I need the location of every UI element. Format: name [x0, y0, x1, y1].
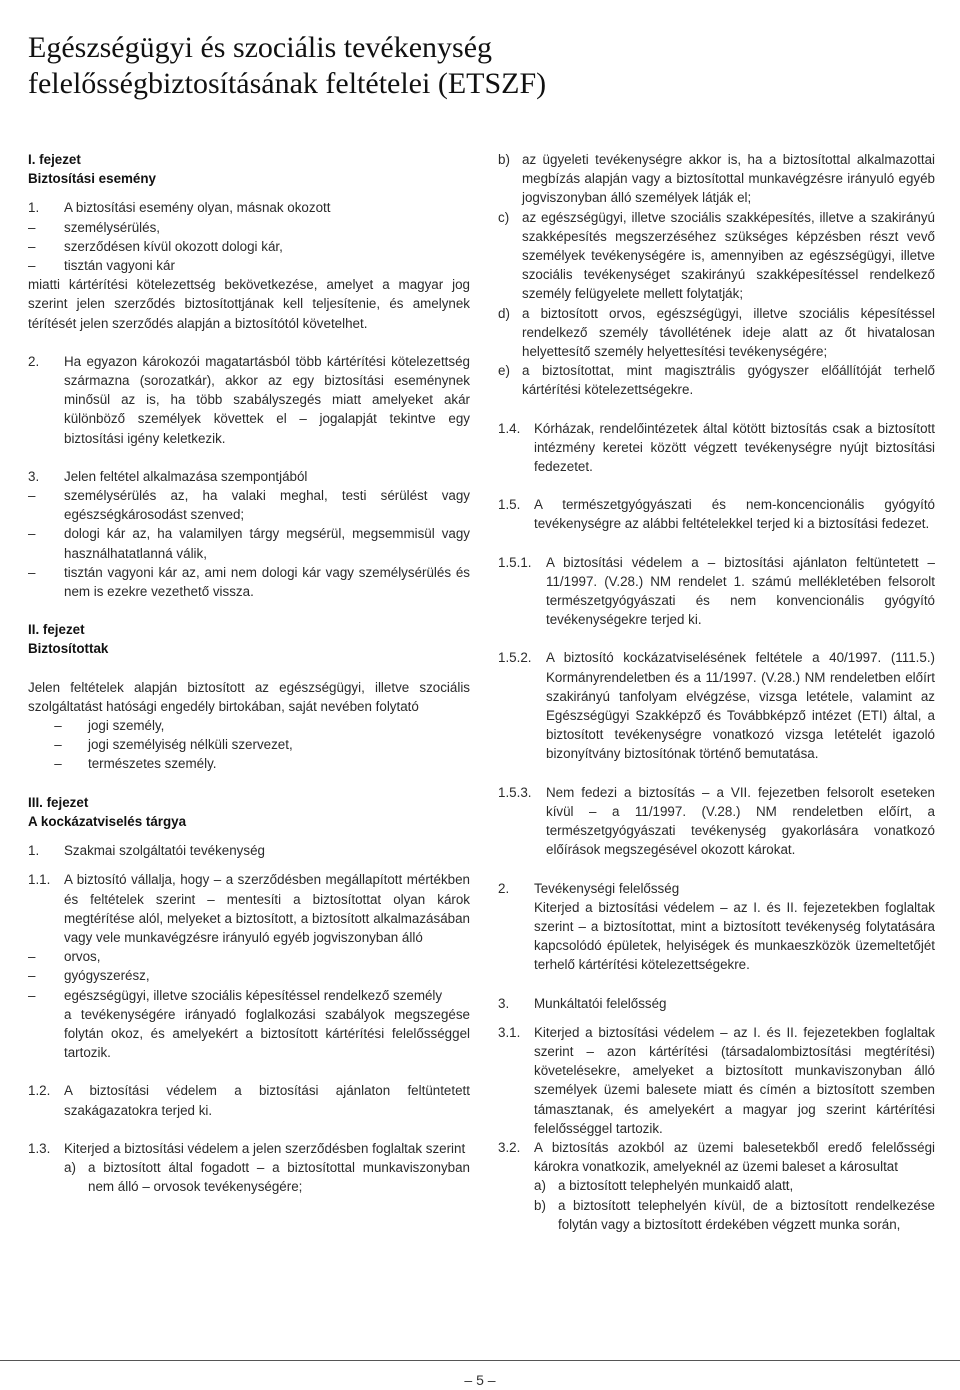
paragraph: miatti kártérítési kötelezettség bekövetkezése, amelyet a magyar jog szerint jelen szerződés biztosítottjának kell teljesítenie, és amelynek térítését jelen szerződés alapján a biztosítótól követelhet.	[28, 277, 470, 331]
subsection-title: 1. Szakmai szolgáltatói tevékenység	[28, 843, 265, 859]
subsection-title: 2. Tevékenységi felelősség	[498, 880, 680, 896]
title-line-2: felelősségbiztosításának feltételei (ETSZF)	[28, 67, 547, 100]
chapter-3-label: III. fejezet	[28, 794, 89, 810]
section-1-2	[28, 1081, 470, 1119]
section-1-5-3: 1.5.3. Nem fedezi a biztosítás – a VII. fejezetben felsorolt eseteken kívül – a 11/1997. (V.28.) NM rendeletben előírt, a természetgyógyászati tevékenység gyakorlására vonatkozó előírások megszegésével okozott károkat.	[498, 784, 935, 858]
paragraph: Kiterjed a biztosítási védelem – az I. és II. fejezetekben foglaltak szerint – a biztosítottat, mint a biztosított tevékenység folytatására kapcsolódó épületek, helyiségek és munkaeszközök üzemeltetőjét terhelő kártérítési kötelezettségekre.	[534, 899, 935, 973]
list-item-d: d) a biztosított orvos, egészségügyi, illetve szociális képesítéssel rendelkező személy távollétének ideje alatt az őt hivatalosan helyettesítő személy helyettesítési tevékenységére;	[498, 305, 935, 360]
chapter-1-label: I. fejezet	[28, 152, 81, 167]
list-item: – tisztán vagyoni kár	[28, 256, 470, 275]
section-number: 1.2.	[28, 1083, 51, 1099]
section-text: A biztosítási védelem a biztosítási ajánlaton feltüntetett szakágazatokra terjed ki.	[64, 1083, 470, 1118]
section-1	[28, 198, 470, 217]
section-text: A biztosítási esemény olyan, másnak okozott	[64, 200, 331, 216]
list-item: – személysérülés az, ha valaki meghal, testi sérülést vagy egészségkárosodást szenved;	[28, 486, 470, 524]
right-column	[498, 150, 935, 1234]
list-item: – egészségügyi, illetve szociális képesítéssel rendelkező személy	[28, 986, 470, 1005]
section-number: 2.	[28, 353, 40, 369]
list-item: – természetes személy.	[28, 754, 470, 773]
list-item: – jogi személyiség nélküli szervezet,	[28, 735, 470, 754]
section-3	[28, 467, 470, 486]
list-item: – jogi személy,	[28, 716, 470, 735]
section-1-5-2: 1.5.2. A biztosító kockázatviselésének feltétele a 40/1997. (111.5.) Kormányrendeletben és a 11/1997. (V.28.) NM rendeletben előírt szakirányú tanfolyam elvégzése, vizsga letétele, valamint az Egészségügyi Szakképző és Továbbképző intézet (ETI) által, a biztosított tevékenységre vonatkozó vizsga letételét igazoló bizonyítvány biztosítónak történő bemutatása.	[498, 650, 935, 762]
section-number: 1.3.	[28, 1140, 51, 1156]
list-item-a: a) a biztosított telephelyén munkaidő alatt,	[534, 1178, 794, 1194]
list-item-a: a) a biztosított által fogadott – a biztosítottal munkaviszonyban nem álló – orvosok tevékenységére;	[64, 1159, 470, 1195]
footer-rule	[0, 1360, 960, 1361]
list-item: – tisztán vagyoni kár az, ami nem dologi kár vagy személysérülés és nem is ezekre vezethető vissza.	[28, 563, 470, 601]
section-text: Ha egyazon károkozói magatartásból több kártérítési kötelezettség származna (sorozatkár), akkor az egy biztosítási eseménynek minősül az is, ha több szabályszegés miatt amelyeket akár különböző személyek követtek el – jogalapját tekintve egy biztosítási igény keletkezik.	[64, 353, 470, 446]
section-text: Kiterjed a biztosítási védelem a jelen szerződésben foglaltak szerint	[64, 1140, 466, 1156]
section-1-1	[28, 870, 470, 947]
section-1-5: 1.5. A természetgyógyászati és nem-koncencionális gyógyító tevékenységre az alábbi feltételekkel terjed ki a biztosítási fedezet.	[498, 497, 935, 532]
section-1-5-1: 1.5.1. A biztosítási védelem a – biztosítási ajánlaton feltüntetett – 11/1997. (V.28.) NM rendelet 1. számú mellékletében felsorolt természetgyógyászati és nem konvencionális gyógyító tevékenységekre terjed ki.	[498, 554, 935, 628]
section-1-4: 1.4. Kórházak, rendelőintézetek által kötött biztosítás csak a biztosított intézmény keretei között végzett tevékenységre nyújt biztosítási fedezetet.	[498, 420, 935, 475]
chapter-3-title: A kockázatviselés tárgya	[28, 813, 187, 829]
list-item: – gyógyszerész,	[28, 966, 470, 985]
chapter-2-title: Biztosítottak	[28, 641, 109, 657]
section-number: 1.1.	[28, 872, 51, 888]
list-item: – orvos,	[28, 947, 470, 966]
subsection-title: 3. Munkáltatói felelősség	[498, 995, 667, 1011]
section-1-3	[28, 1139, 470, 1158]
title-line-1: Egészségügyi és szociális tevékenység	[28, 31, 493, 64]
chapter-2-label: II. fejezet	[28, 622, 85, 638]
list-item: – dologi kár az, ha valamilyen tárgy megsérül, megsemmisül vagy használhatatlanná válik,	[28, 524, 470, 562]
section-number: 3.	[28, 468, 40, 484]
left-column	[28, 150, 470, 1196]
paragraph: Jelen feltételek alapján biztosított az egészségügyi, illetve szociális szolgáltatást hatósági engedély birtokában, saját nevében folytató	[28, 679, 470, 714]
list-item-b: b) az ügyeleti tevékenységre akkor is, ha a biztosítottal alkalmazottai megbízás alapján vagy a biztosítottal munkavégzésre irányuló egyéb jogviszonyban álló személyek látják el;	[498, 152, 935, 206]
section-number: 1.	[28, 200, 40, 216]
paragraph: a tevékenységére irányadó foglalkozási szabályok megszegése folytán okoz, és amelyekért a biztosított kártérítési felelősséggel tartozik.	[64, 1006, 470, 1061]
list-item: – személysérülés,	[28, 218, 470, 237]
list-item: – szerződésen kívül okozott dologi kár,	[28, 237, 470, 256]
list-item-e: e) a biztosítottat, mint magisztrális gyógyszer előállítóját terhelő kártérítési kötelezettségekre.	[498, 363, 935, 398]
document-title	[28, 30, 928, 102]
section-3-2: 3.2. A biztosítás azokból az üzemi balesetekből eredő felelősségi károkra vonatkozik, amelyeknél az üzemi baleset a károsultat	[498, 1139, 935, 1175]
section-2	[28, 352, 470, 448]
list-item-c: c) az egészségügyi, illetve szociális szakképesítés, illetve a szakirányú szakképesítés megszerzéséhez szükséges képzésben részt vevő személyek tevékenységére is, amennyiben az egészségügyi, illetve szociális tevékenységet szakirányú szakképesítéssel rendelkező személy felügyelete mellett folytatják;	[498, 209, 935, 302]
page-number: – 5 –	[464, 1372, 496, 1388]
section-3-1: 3.1. Kiterjed a biztosítási védelem – az I. és II. fejezetekben foglaltak szerint – azon kártérítési (társadalombiztosítási megtérítési) követelésekre, amelyeket a biztosított munkaviszonyban álló személyek üzemi balesete miatt és címén a biztosított szemben támasztanak, és amelyekért a magyar jog szerint kártérítési felelősséggel tartozik.	[498, 1024, 935, 1136]
section-text: A biztosító vállalja, hogy – a szerződésben megállapított mértékben és feltételek szerint – mentesíti a biztosítottat olyan károk megtérítése alól, melyeket a biztosított, a biztosított alkalmazásában vagy vele munkavégzésre irányuló egyéb jogviszonyban álló	[64, 872, 470, 945]
list-item-b: b) a biztosított telephelyén kívül, de a biztosított rendelkezése folytán vagy a biztosított érdekében végzett munka során,	[534, 1197, 935, 1232]
chapter-1-title: Biztosítási esemény	[28, 171, 157, 187]
section-text: Jelen feltétel alkalmazása szempontjából	[64, 468, 308, 484]
